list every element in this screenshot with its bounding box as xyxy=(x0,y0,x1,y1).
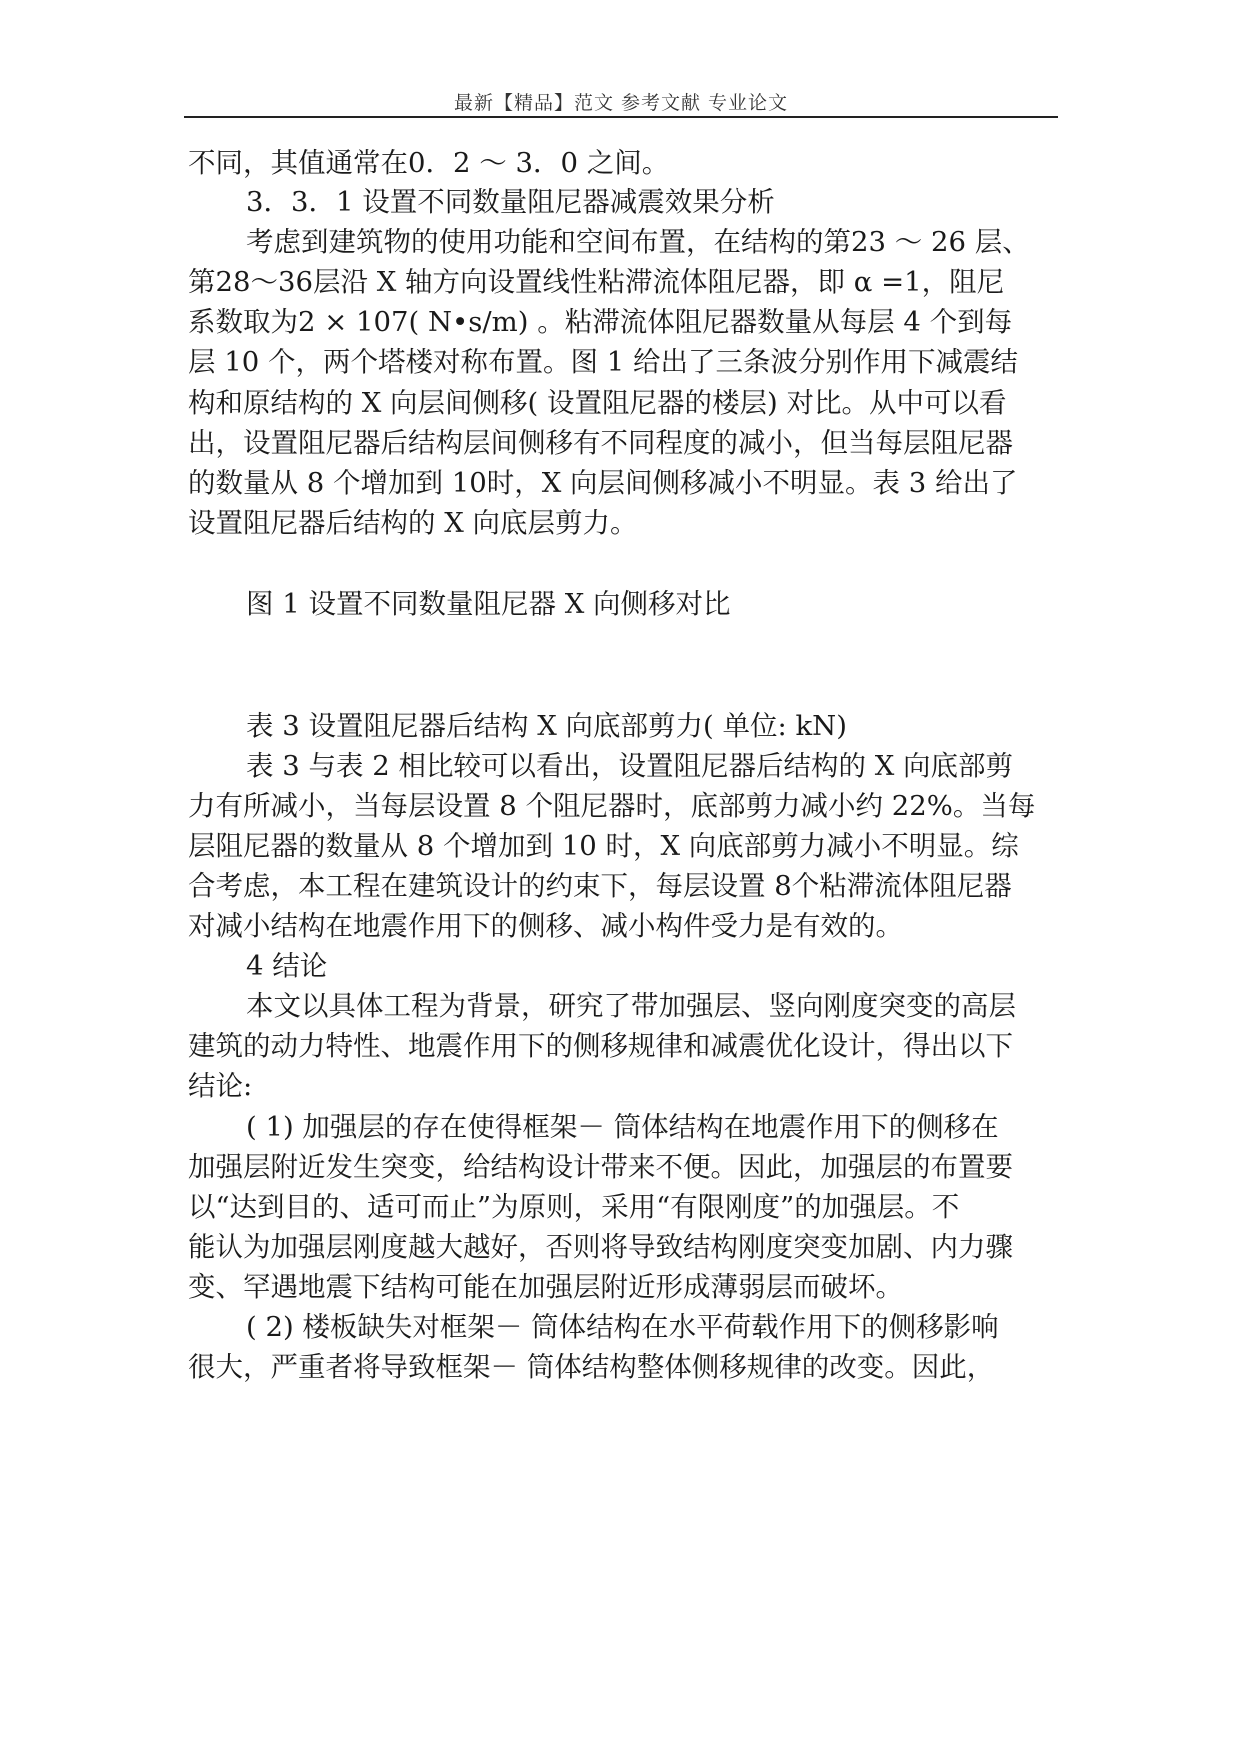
text-line: 变、罕遇地震下结构可能在加强层附近形成薄弱层而破坏。 xyxy=(188,1271,903,1303)
text-line: 层阻尼器的数量从 8 个增加到 10 时，X 向底部剪力减小不明显。综 xyxy=(188,830,1019,862)
section-heading: 4 结论 xyxy=(246,950,328,982)
text-line: ( 1) 加强层的存在使得框架－ 筒体结构在地震作用下的侧移在 xyxy=(246,1111,999,1143)
text-line: 本文以具体工程为背景，研究了带加强层、竖向刚度突变的高层 xyxy=(246,990,1016,1022)
text-line: 构和原结构的 X 向层间侧移( 设置阻尼器的楼层) 对比。从中可以看 xyxy=(188,387,1007,419)
text-line: 很大，严重者将导致框架－ 筒体结构整体侧移规律的改变。因此， xyxy=(188,1351,995,1383)
page-header: 最新【精品】范文 参考文献 专业论文 xyxy=(453,92,789,114)
text-line: 对减小结构在地震作用下的侧移、减小构件受力是有效的。 xyxy=(188,910,903,942)
text-line: 表 3 与表 2 相比较可以看出，设置阻尼器后结构的 X 向底部剪 xyxy=(246,750,1014,782)
text-line: 建筑的动力特性、地震作用下的侧移规律和减震优化设计，得出以下 xyxy=(188,1030,1013,1062)
text-line: 合考虑，本工程在建筑设计的约束下，每层设置 8个粘滞流体阻尼器 xyxy=(188,870,1012,902)
text-line: 不同，其值通常在0．2 ～ 3．0 之间。 xyxy=(188,147,670,179)
text-line: 层 10 个，两个塔楼对称布置。图 1 给出了三条波分别作用下减震结 xyxy=(188,346,1018,378)
table-caption: 表 3 设置阻尼器后结构 X 向底部剪力( 单位: kN) xyxy=(246,710,847,742)
text-line: 能认为加强层刚度越大越好，否则将导致结构刚度突变加剧、内力骤 xyxy=(188,1231,1013,1263)
text-line: 结论: xyxy=(188,1070,253,1102)
text-line: 加强层附近发生突变，给结构设计带来不便。因此，加强层的布置要 xyxy=(188,1151,1013,1183)
section-heading: 3．3．1 设置不同数量阻尼器减震效果分析 xyxy=(246,186,775,218)
text-line: 力有所减小，当每层设置 8 个阻尼器时，底部剪力减小约 22%。当每 xyxy=(188,790,1036,822)
text-line: 设置阻尼器后结构的 X 向底层剪力。 xyxy=(188,507,638,539)
text-line: 第28～36层沿 X 轴方向设置线性粘滞流体阻尼器，即 α =1，阻尼 xyxy=(188,266,1005,298)
text-line: 以“达到目的、适可而止”为原则，采用“有限刚度”的加强层。不 xyxy=(188,1191,960,1223)
figure-caption: 图 1 设置不同数量阻尼器 X 向侧移对比 xyxy=(246,588,731,620)
text-line: 系数取为2 × 107( N•s/m) 。粘滞流体阻尼器数量从每层 4 个到每 xyxy=(188,306,1013,338)
text-line: 的数量从 8 个增加到 10时，X 向层间侧移减小不明显。表 3 给出了 xyxy=(188,467,1018,499)
text-line: ( 2) 楼板缺失对框架－ 筒体结构在水平荷载作用下的侧移影响 xyxy=(246,1311,999,1343)
text-line: 考虑到建筑物的使用功能和空间布置，在结构的第23 ～ 26 层、 xyxy=(246,226,1030,258)
header-divider xyxy=(184,116,1058,118)
text-line: 出，设置阻尼器后结构层间侧移有不同程度的减小，但当每层阻尼器 xyxy=(188,427,1013,459)
